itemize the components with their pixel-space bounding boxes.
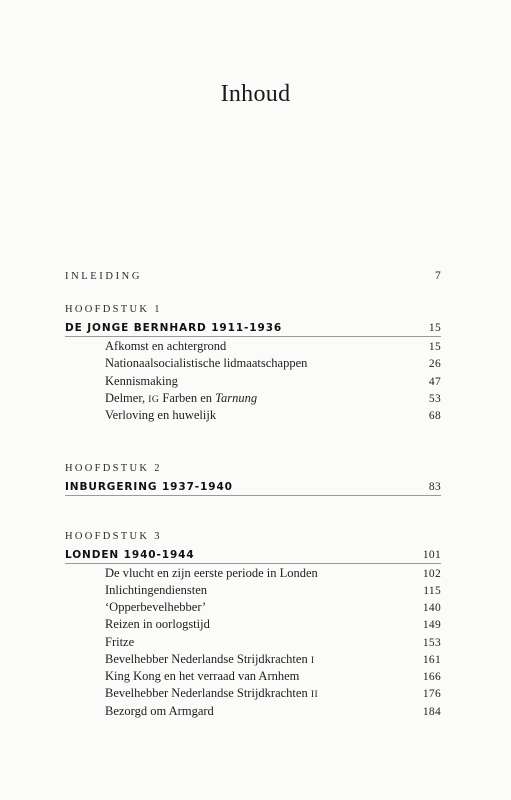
section-page-number: 166 <box>422 671 441 683</box>
section-title: Bevelhebber Nederlandse Strijdkrachten I <box>105 652 315 666</box>
toc-chapter-1[interactable] <box>65 320 441 336</box>
section-page-number: 115 <box>423 585 441 597</box>
toc-section[interactable] <box>105 565 441 582</box>
section-page-number: 68 <box>428 410 441 422</box>
toc-section[interactable] <box>105 599 441 616</box>
section-title: Nationaalsocialistische lidmaatschappen <box>105 356 308 370</box>
chapter-page-number-1: 15 <box>428 322 441 334</box>
chapter-rule-2 <box>65 495 441 496</box>
section-page-number: 15 <box>428 341 441 353</box>
section-title: ‘Opperbevelhebber’ <box>105 600 207 614</box>
intro-page-number: 7 <box>434 270 441 282</box>
section-title: Delmer, IG Farben en Tarnung <box>105 391 258 405</box>
toc-chapter-2[interactable] <box>65 479 441 495</box>
chapter-label-1: HOOFDSTUK 1 <box>65 304 162 315</box>
section-page-number: 53 <box>428 393 441 405</box>
chapter-label-2: HOOFDSTUK 2 <box>65 463 162 474</box>
section-page-number: 102 <box>422 568 441 580</box>
section-title: Bezorgd om Armgard <box>105 704 214 718</box>
section-title: De vlucht en zijn eerste periode in Londen <box>105 566 318 580</box>
toc-section[interactable] <box>105 407 441 424</box>
section-title: Kennismaking <box>105 374 178 388</box>
toc-section[interactable] <box>105 390 441 408</box>
toc-chapter-3[interactable] <box>65 547 441 563</box>
chapter-page-number-2: 83 <box>428 481 441 493</box>
intro-label: INLEIDING <box>65 271 143 282</box>
toc-section[interactable] <box>105 651 441 669</box>
toc-section[interactable] <box>105 634 441 651</box>
chapter-title-1: DE JONGE BERNHARD 1911-1936 <box>65 322 283 334</box>
page-title: Inhoud <box>220 81 291 107</box>
chapter-label-3: HOOFDSTUK 3 <box>65 531 162 542</box>
chapter-rule-3 <box>65 563 441 564</box>
section-title: King Kong en het verraad van Arnhem <box>105 669 300 683</box>
section-page-number: 153 <box>422 637 441 649</box>
section-title: Fritze <box>105 635 135 649</box>
chapter-page-number-3: 101 <box>422 549 441 561</box>
toc-section[interactable] <box>105 616 441 633</box>
section-page-number: 140 <box>422 602 441 614</box>
section-page-number: 161 <box>422 654 441 666</box>
toc-entry-intro[interactable] <box>65 268 441 284</box>
section-page-number: 149 <box>422 619 441 631</box>
toc-section[interactable] <box>105 685 441 703</box>
toc-section[interactable] <box>105 355 441 372</box>
chapter-rule-1 <box>65 336 441 337</box>
toc-section[interactable] <box>105 338 441 355</box>
section-page-number: 26 <box>428 358 441 370</box>
chapter-title-3: LONDEN 1940-1944 <box>65 549 195 561</box>
section-page-number: 47 <box>428 376 441 388</box>
section-title: Bevelhebber Nederlandse Strijdkrachten II <box>105 686 319 700</box>
section-title: Inlichtingendiensten <box>105 583 208 597</box>
chapter-title-2: INBURGERING 1937-1940 <box>65 481 233 493</box>
toc-section[interactable] <box>105 703 441 720</box>
section-title: Afkomst en achtergrond <box>105 339 227 353</box>
section-page-number: 176 <box>422 688 441 700</box>
section-title: Verloving en huwelijk <box>105 408 217 422</box>
toc-section[interactable] <box>105 582 441 599</box>
toc-section[interactable] <box>105 373 441 390</box>
toc-section[interactable] <box>105 668 441 685</box>
section-title: Reizen in oorlogstijd <box>105 617 210 631</box>
section-page-number: 184 <box>422 706 441 718</box>
